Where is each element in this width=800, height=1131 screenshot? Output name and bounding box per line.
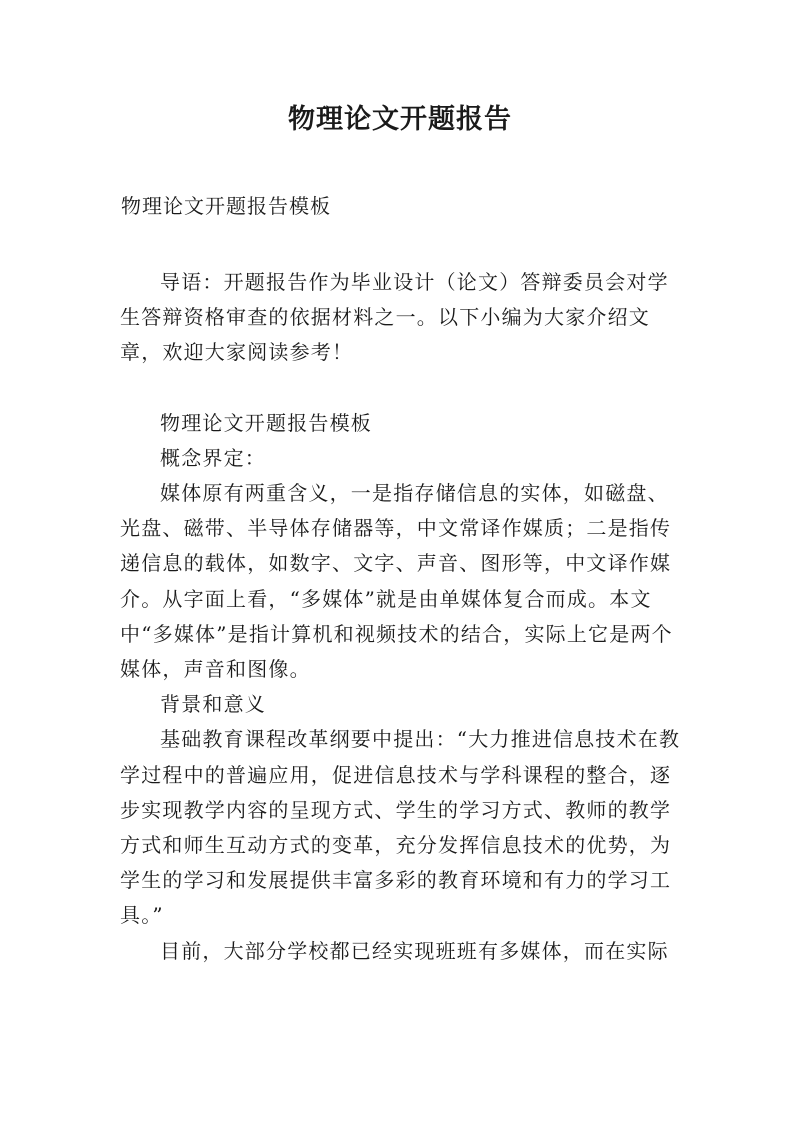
document-subtitle: 物理论文开题报告模板 (121, 194, 331, 218)
document-title: 物理论文开题报告 (288, 104, 512, 135)
current-paragraph: 目前，大部分学校都已经实现班班有多媒体，而在实际 (160, 938, 669, 963)
paragraph-gap (120, 371, 682, 406)
background-heading: 背景和意义 (160, 692, 266, 717)
concept-heading: 概念界定： (160, 445, 266, 470)
section-heading: 物理论文开题报告模板 (160, 410, 372, 435)
document-body (120, 265, 682, 969)
intro-paragraph: 导语：开题报告作为毕业设计（论文）答辩委员会对学生答辩资格审查的依据材料之一。以下小编为大家介绍文章，欢迎大家阅读参考！ (120, 270, 669, 365)
concept-paragraph: 媒体原有两重含义，一是指存储信息的实体，如磁盘、光盘、磁带、半导体存储器等，中文常译作媒质；二是指传递信息的载体，如数字、文字、声音、图形等，中文译作媒介。从字面上看，“多媒体”就是由单媒体复合而成。本文中“多媒体”是指计算机和视频技术的结合，实际上它是两个媒体，声音和图像。 (120, 481, 673, 682)
background-paragraph: 基础教育课程改革纲要中提出：“大力推进信息技术在教学过程中的普遍应用，促进信息技术与学科课程的整合，逐步实现教学内容的呈现方式、学生的学习方式、教师的教学方式和师生互动方式的变革，充分发挥信息技术的优势，为学生的学习和发展提供丰富多彩的教育环境和有力的学习工具。” (120, 727, 681, 928)
